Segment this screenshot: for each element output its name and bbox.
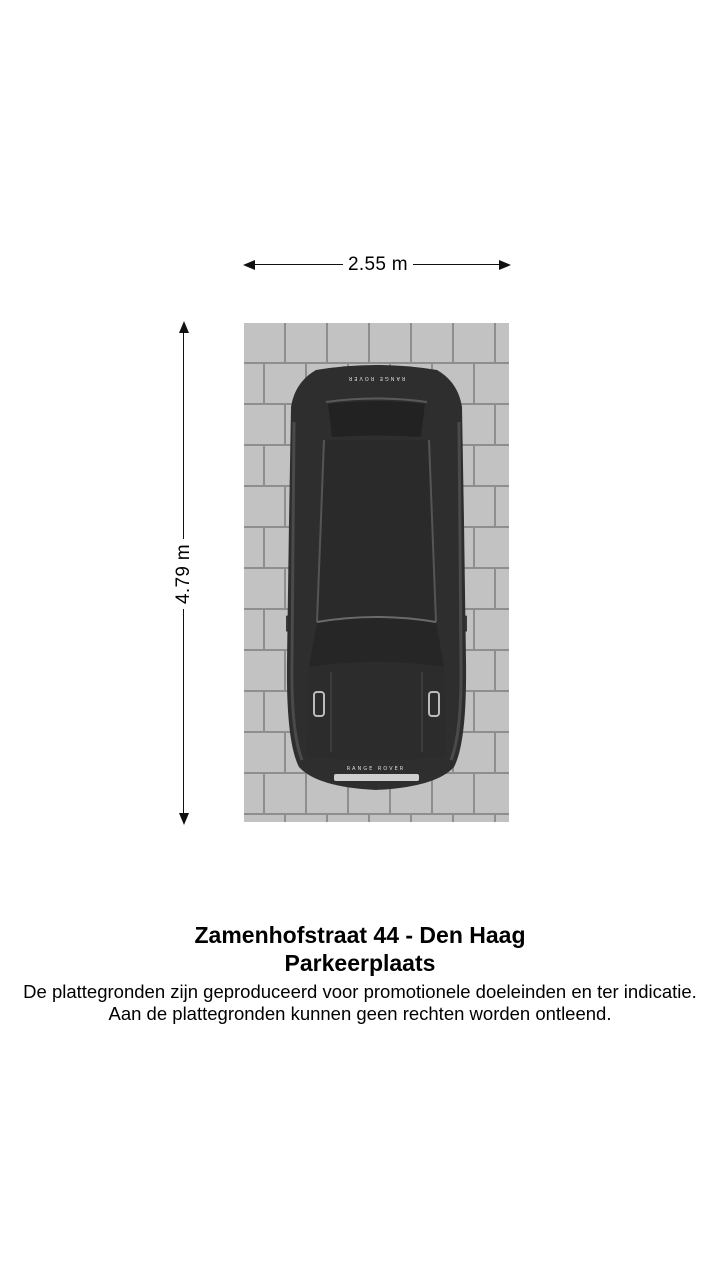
paving-tile — [244, 528, 265, 569]
paving-tile — [244, 815, 286, 822]
length-label: 4.79 m — [173, 544, 194, 604]
paving-tile — [370, 323, 412, 364]
paving-tile — [244, 323, 286, 364]
dimension-line — [413, 264, 503, 265]
svg-text:RANGE ROVER: RANGE ROVER — [346, 766, 406, 772]
dimension-line — [251, 264, 343, 265]
paving-tile — [244, 364, 265, 405]
paving-tile — [496, 569, 509, 610]
paving-tile — [412, 815, 454, 822]
paving-tile — [244, 692, 265, 733]
paving-tile — [475, 692, 509, 733]
car-top-view-icon — [286, 362, 467, 792]
paving-tile — [244, 446, 265, 487]
paving-tile — [244, 569, 286, 610]
paving-tile — [328, 815, 370, 822]
arrow-right-icon — [499, 260, 511, 270]
paving-tile — [244, 610, 265, 651]
width-label: 2.55 m — [348, 254, 408, 275]
paving-tile — [475, 610, 509, 651]
room-name: Parkeerplaats — [284, 950, 436, 976]
paving-tile — [496, 323, 509, 364]
paving-tile — [412, 323, 454, 364]
paving-tile — [244, 733, 286, 774]
paving-tile — [496, 733, 509, 774]
tile-row — [244, 323, 509, 364]
paving-tile — [244, 487, 286, 528]
paving-tile — [244, 774, 265, 815]
arrow-down-icon — [179, 813, 189, 825]
paving-tile — [475, 364, 509, 405]
paving-tile — [454, 815, 496, 822]
paving-tile — [244, 651, 286, 692]
disclaimer-line-1: De plattegronden zijn geproduceerd voor promotionele doeleinden en ter indicatie. — [23, 981, 697, 1002]
paving-tile — [370, 815, 412, 822]
width-dimension — [243, 256, 511, 274]
paving-tile — [454, 323, 496, 364]
tile-row — [244, 815, 509, 822]
dimension-line — [183, 331, 184, 539]
paving-tile — [475, 774, 509, 815]
dimension-line — [183, 609, 184, 815]
paving-tile — [475, 528, 509, 569]
address-title: Zamenhofstraat 44 - Den Haag — [194, 922, 526, 948]
paving-tile — [496, 487, 509, 528]
length-dimension — [175, 321, 193, 825]
svg-text:RANGE ROVER: RANGE ROVER — [346, 375, 406, 381]
paving-tile — [328, 323, 370, 364]
paving-tile — [286, 323, 328, 364]
disclaimer-line-2: Aan de plattegronden kunnen geen rechten worden ontleend. — [108, 1003, 612, 1024]
paving-tile — [496, 405, 509, 446]
paving-tile — [244, 405, 286, 446]
paving-tile — [496, 651, 509, 692]
paving-tile — [496, 815, 509, 822]
paving-tile — [475, 446, 509, 487]
paving-tile — [286, 815, 328, 822]
